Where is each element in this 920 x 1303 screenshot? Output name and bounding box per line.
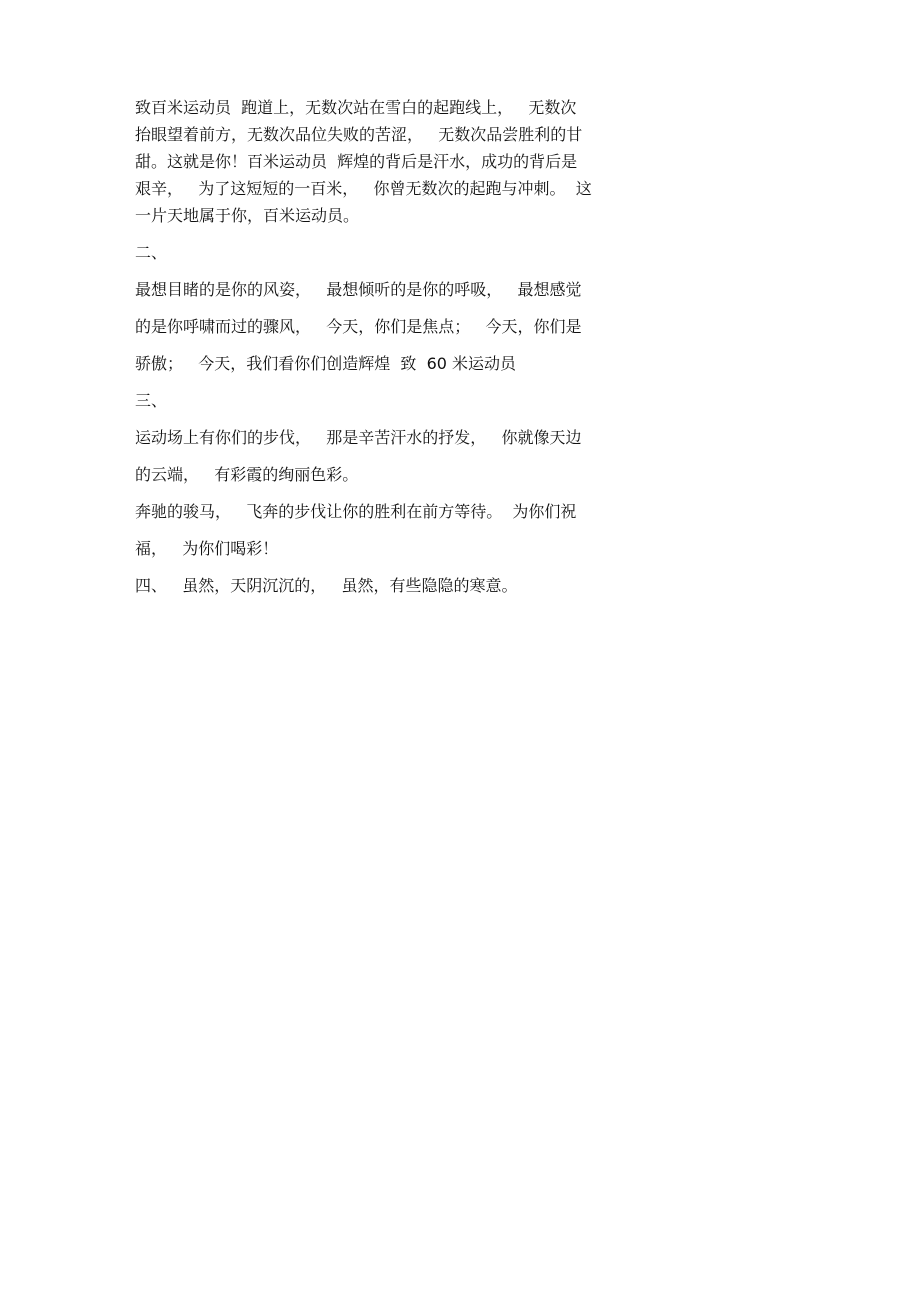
paragraph-line: 四、 虽然，天阴沉沉的， 虽然，有些隐隐的寒意。 [135, 576, 518, 595]
paragraph-line: 的云端， 有彩霞的绚丽色彩。 [135, 465, 359, 484]
paragraph-line: 一片天地属于你，百米运动员。 [135, 206, 360, 225]
paragraph-line: 抬眼望着前方，无数次品位失败的苦涩， 无数次品尝胜利的甘 [135, 125, 583, 144]
section-heading: 三、 [135, 391, 168, 410]
paragraph-line: 致百米运动员 跑道上，无数次站在雪白的起跑线上， 无数次 [135, 98, 577, 117]
paragraph-line: 的是你呼啸而过的骤风， 今天，你们是焦点； 今天，你们是 [135, 317, 582, 336]
paragraph-line: 骄傲； 今天，我们看你们创造辉煌 致 60 米运动员 [135, 354, 517, 373]
paragraph-line: 运动场上有你们的步伐， 那是辛苦汗水的抒发， 你就像天边 [135, 428, 582, 447]
paragraph-line: 甜。这就是你！百米运动员 辉煌的背后是汗水，成功的背后是 [135, 152, 578, 171]
paragraph-line: 艰辛， 为了这短短的一百米， 你曾无数次的起跑与冲刺。 这 [135, 179, 592, 198]
paragraph-line: 福， 为你们喝彩！ [135, 539, 279, 558]
document-body [135, 94, 590, 599]
section-heading: 二、 [135, 243, 168, 262]
paragraph-line: 奔驰的骏马， 飞奔的步伐让你的胜利在前方等待。 为你们祝 [135, 502, 577, 521]
paragraph-line: 最想目睹的是你的风姿， 最想倾听的是你的呼吸， 最想感觉 [135, 280, 582, 299]
